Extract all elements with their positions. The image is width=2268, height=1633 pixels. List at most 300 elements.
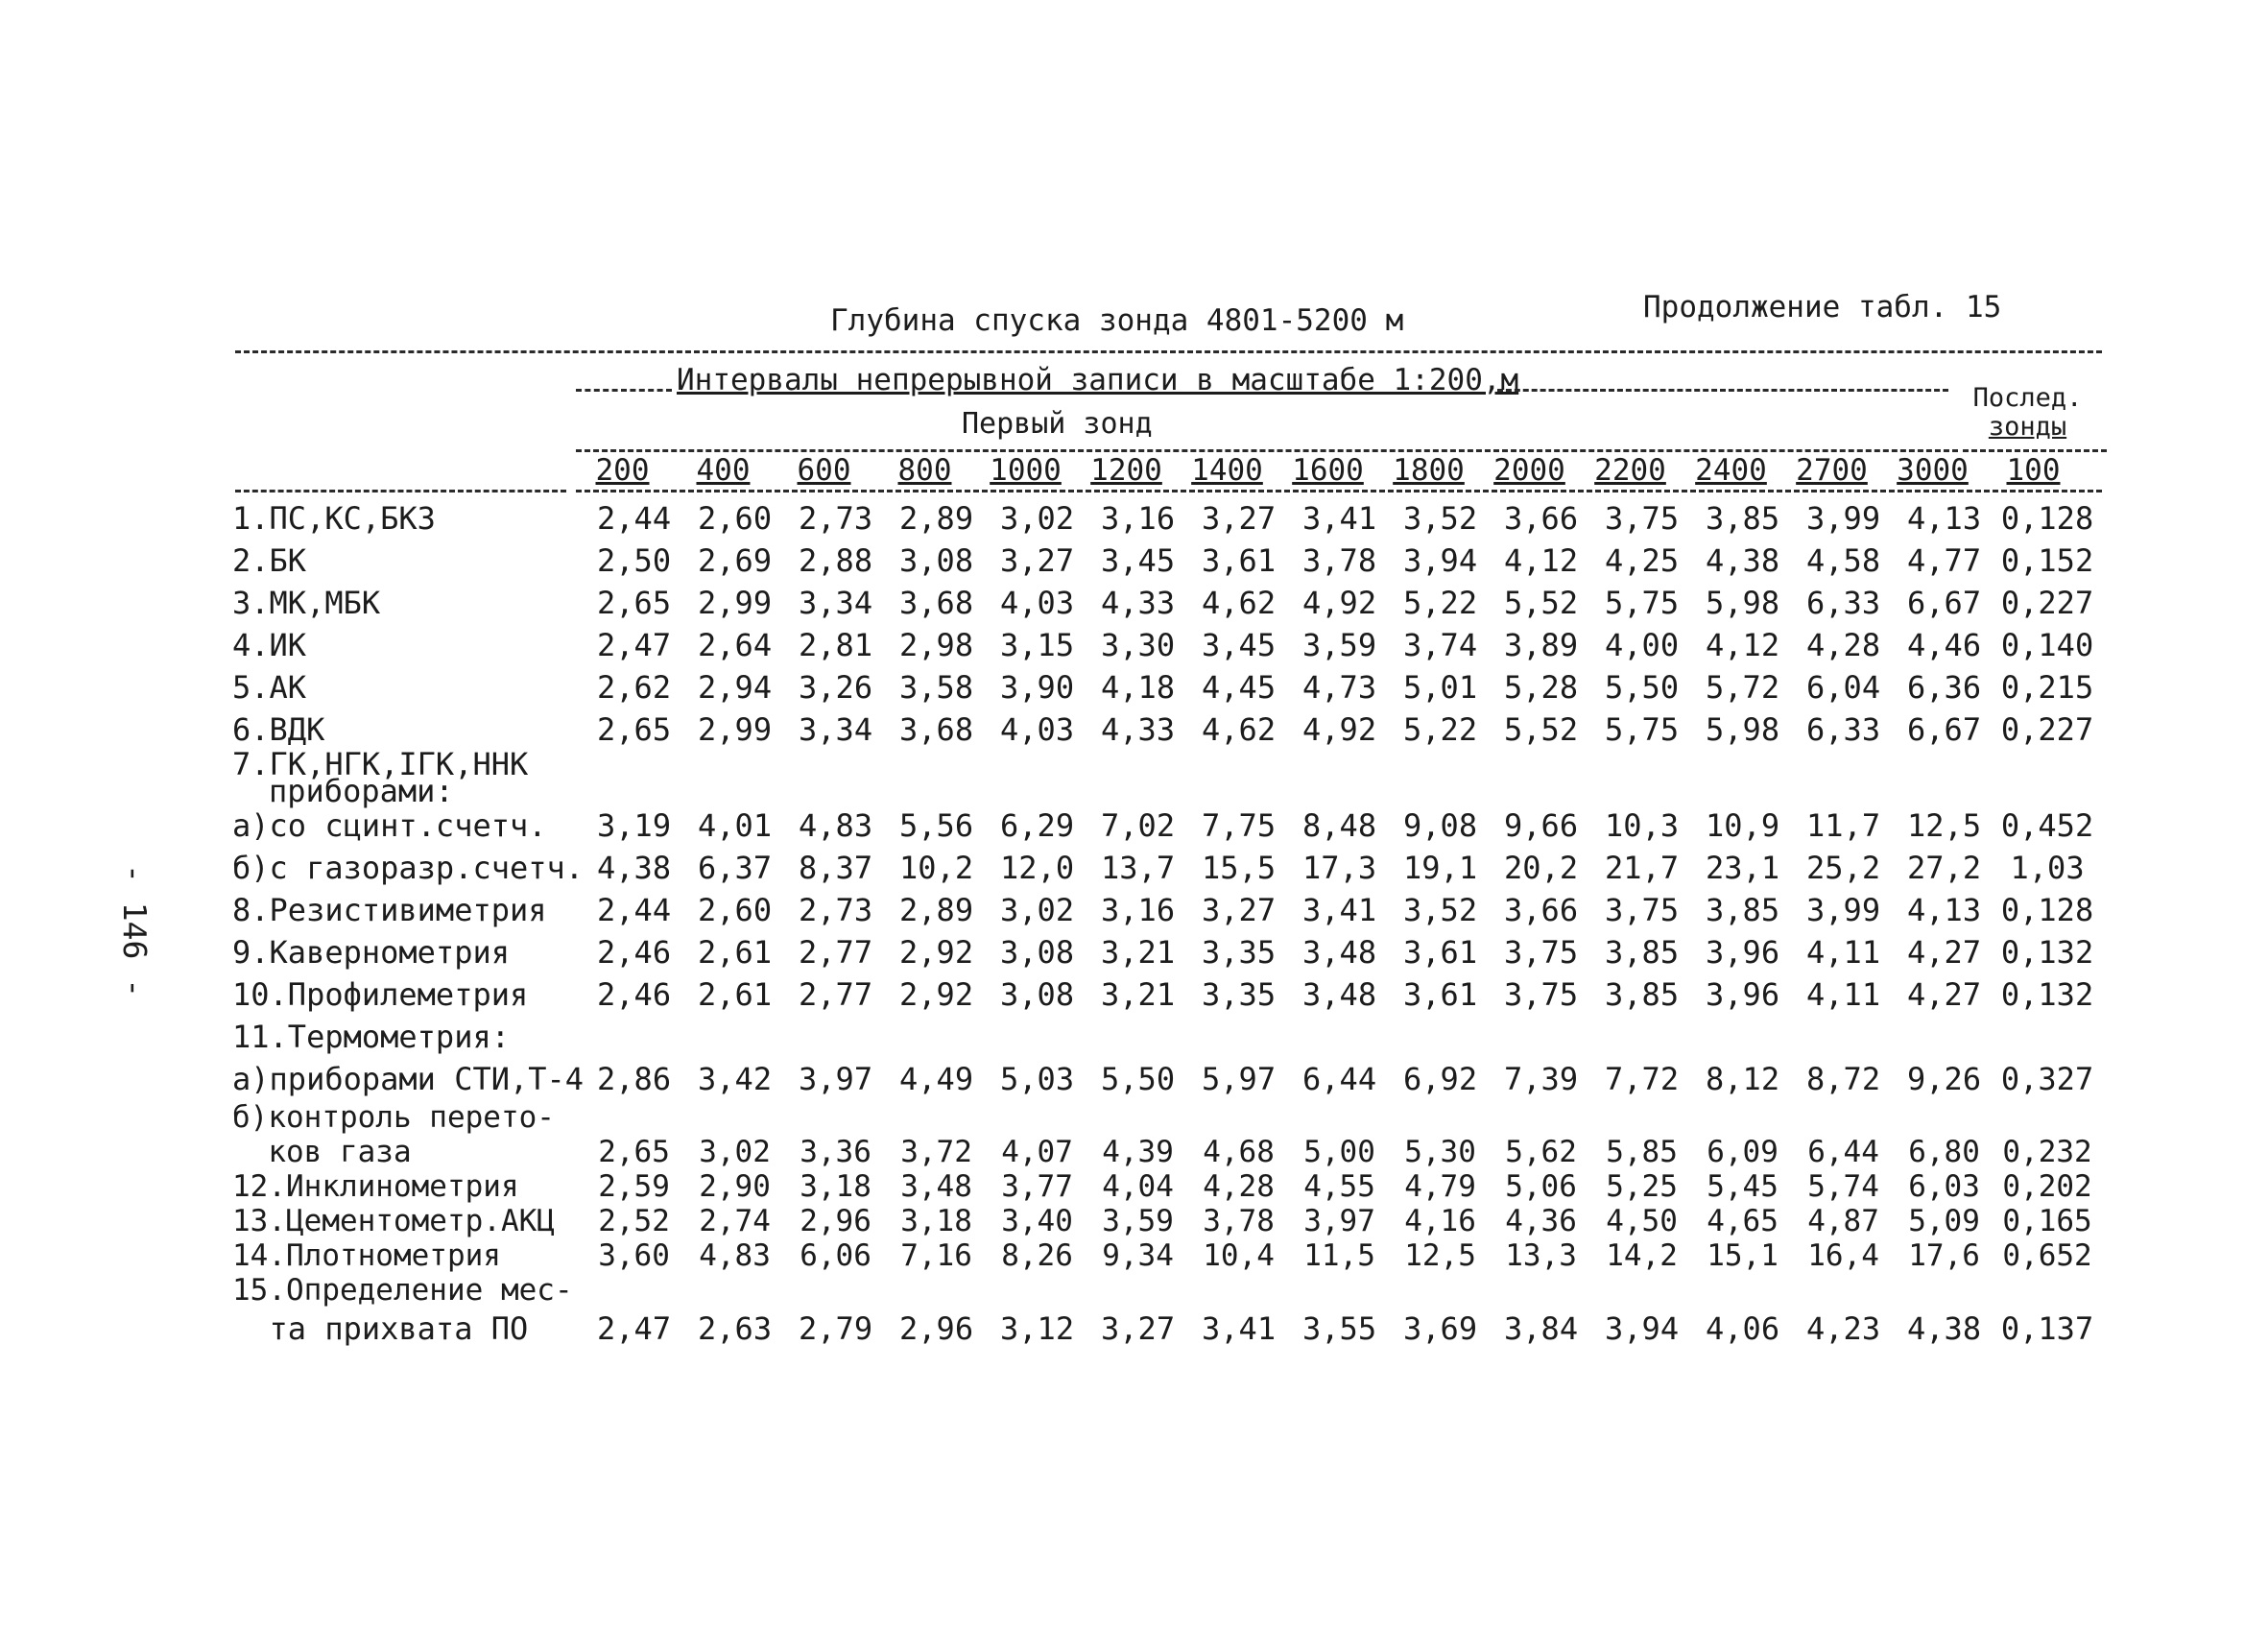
row-label bbox=[230, 746, 584, 809]
table-cell: 8,26 bbox=[1001, 1238, 1073, 1273]
column-header: 2000 bbox=[1493, 453, 1565, 488]
table-cell: 2,44 bbox=[597, 892, 672, 928]
table-cell: 2,52 bbox=[598, 1204, 670, 1238]
row-label-text: б)с газоразр.счетч. bbox=[232, 850, 585, 886]
table-cell: 3,30 bbox=[1101, 627, 1176, 663]
table-cell: 7,72 bbox=[1605, 1061, 1680, 1097]
table-cell: 2,60 bbox=[698, 500, 773, 537]
table-cell: 3,48 bbox=[1302, 934, 1377, 971]
table-cell: 0,452 bbox=[2000, 807, 2094, 844]
row-label-text: а)со сцинт.счетч. bbox=[232, 807, 547, 844]
group-rule-left bbox=[576, 389, 672, 392]
table-row bbox=[230, 931, 2100, 973]
table-cell bbox=[584, 1016, 684, 1058]
table-cell: 2,69 bbox=[698, 542, 773, 579]
table-cell bbox=[1390, 1016, 1491, 1058]
table-cell: 6,36 bbox=[1907, 669, 1982, 706]
row-label bbox=[230, 582, 584, 624]
table-cell bbox=[584, 1100, 684, 1135]
row-label bbox=[230, 624, 584, 666]
table-cell: 17,3 bbox=[1302, 850, 1377, 886]
table-cell bbox=[1188, 1100, 1289, 1135]
table-cell: 3,21 bbox=[1101, 976, 1176, 1013]
table-cell bbox=[684, 751, 785, 804]
table-cell: 2,65 bbox=[597, 585, 672, 621]
table-cell: 4,49 bbox=[899, 1061, 974, 1097]
table-cell: 4,33 bbox=[1101, 711, 1176, 748]
table-cell: 5,06 bbox=[1505, 1169, 1577, 1204]
table-cell: 3,35 bbox=[1202, 976, 1277, 1013]
table-row bbox=[230, 1016, 2100, 1058]
table-cell: 0,152 bbox=[2000, 542, 2094, 579]
table-cell bbox=[1390, 751, 1491, 804]
table-cell: 2,60 bbox=[698, 892, 773, 928]
table-cell bbox=[1591, 1100, 1692, 1135]
table-cell: 4,06 bbox=[1706, 1310, 1780, 1347]
table-cell: 1,03 bbox=[2010, 850, 2085, 886]
table-cell: 4,03 bbox=[1000, 585, 1075, 621]
row-label-text: 11.Термометрия: bbox=[232, 1019, 510, 1055]
table-cell: 4,27 bbox=[1907, 934, 1982, 971]
table-cell: 6,06 bbox=[800, 1238, 871, 1273]
table-row bbox=[230, 1135, 2100, 1169]
table-cell: 9,26 bbox=[1907, 1061, 1982, 1097]
table-cell: 13,3 bbox=[1505, 1238, 1577, 1273]
table-cell: 5,01 bbox=[1403, 669, 1478, 706]
table-cell: 6,44 bbox=[1807, 1135, 1879, 1169]
table-cell: 3,27 bbox=[1202, 500, 1277, 537]
table-cell: 10,4 bbox=[1203, 1238, 1275, 1273]
table-cell: 3,02 bbox=[699, 1135, 771, 1169]
table-cell bbox=[1894, 751, 1994, 804]
table-cell: 2,90 bbox=[699, 1169, 771, 1204]
table-cell: 2,96 bbox=[899, 1310, 974, 1347]
table-cell: 0,132 bbox=[2000, 976, 2094, 1013]
table-cell bbox=[1591, 1016, 1692, 1058]
table-cell: 3,61 bbox=[1403, 934, 1478, 971]
table-cell: 4,36 bbox=[1505, 1204, 1577, 1238]
table-cell: 5,22 bbox=[1403, 585, 1478, 621]
table-cell: 4,28 bbox=[1203, 1169, 1275, 1204]
table-cell bbox=[1087, 1100, 1188, 1135]
table-cell: 3,96 bbox=[1706, 976, 1780, 1013]
row-label-text: 4.ИК bbox=[232, 627, 307, 663]
table-cell bbox=[1390, 1273, 1491, 1308]
table-cell: 4,87 bbox=[1807, 1204, 1879, 1238]
row-label-text: 1.ПС,КС,БКЗ bbox=[232, 500, 436, 537]
column-header: 3000 bbox=[1897, 453, 1969, 488]
table-cell: 3,97 bbox=[1303, 1204, 1375, 1238]
table-cell bbox=[1289, 1100, 1390, 1135]
table-cell: 4,28 bbox=[1806, 627, 1881, 663]
table-cell: 6,67 bbox=[1907, 585, 1982, 621]
column-header: 100 bbox=[2006, 453, 2061, 488]
table-cell: 3,68 bbox=[899, 711, 974, 748]
table-cell: 3,02 bbox=[1000, 892, 1075, 928]
table-cell: 2,50 bbox=[597, 542, 672, 579]
row-label-text: та прихвата ПО bbox=[232, 1310, 529, 1347]
row-label bbox=[230, 1135, 584, 1169]
table-cell: 3,85 bbox=[1706, 892, 1780, 928]
table-cell: 23,1 bbox=[1706, 850, 1780, 886]
table-cell: 4,03 bbox=[1000, 711, 1075, 748]
table-cell: 4,01 bbox=[698, 807, 773, 844]
table-row bbox=[230, 889, 2100, 931]
table-cell: 4,25 bbox=[1605, 542, 1680, 579]
table-cell: 4,83 bbox=[699, 1238, 771, 1273]
table-cell: 4,13 bbox=[1907, 500, 1982, 537]
table-cell bbox=[1692, 1100, 1793, 1135]
table-cell: 4,07 bbox=[1001, 1135, 1073, 1169]
table-cell: 2,61 bbox=[698, 976, 773, 1013]
table-cell: 4,68 bbox=[1203, 1135, 1275, 1169]
table-cell: 3,90 bbox=[1000, 669, 1075, 706]
table-cell: 6,37 bbox=[698, 850, 773, 886]
table-cell: 5,98 bbox=[1706, 711, 1780, 748]
table-cell: 3,16 bbox=[1101, 500, 1176, 537]
page-number: - 146 - bbox=[116, 864, 154, 998]
table-cell: 3,89 bbox=[1504, 627, 1579, 663]
table-cell: 5,85 bbox=[1606, 1135, 1678, 1169]
row-label-text: 6.ВДК bbox=[232, 711, 325, 748]
row-label bbox=[230, 973, 584, 1016]
top-rule bbox=[235, 350, 2102, 353]
table-cell bbox=[1894, 1016, 1994, 1058]
table-cell: 2,46 bbox=[597, 976, 672, 1013]
table-cell: 3,08 bbox=[899, 542, 974, 579]
row-label-text: 10.Профилеметрия bbox=[232, 976, 529, 1013]
table-cell bbox=[785, 1100, 886, 1135]
table-row bbox=[230, 1169, 2100, 1204]
table-cell: 5,75 bbox=[1605, 711, 1680, 748]
table-row bbox=[230, 1273, 2100, 1308]
column-header: 1200 bbox=[1090, 453, 1162, 488]
table-cell: 2,89 bbox=[899, 892, 974, 928]
table-cell: 4,65 bbox=[1707, 1204, 1779, 1238]
table-cell: 5,28 bbox=[1504, 669, 1579, 706]
table-cell: 3,94 bbox=[1403, 542, 1478, 579]
table-cell: 3,15 bbox=[1000, 627, 1075, 663]
table-cell: 5,98 bbox=[1706, 585, 1780, 621]
table-cell: 10,3 bbox=[1605, 807, 1680, 844]
table-cell: 2,77 bbox=[799, 976, 873, 1013]
table-cell: 0,140 bbox=[2000, 627, 2094, 663]
table-cell: 2,47 bbox=[597, 1310, 672, 1347]
table-cell bbox=[1491, 1273, 1591, 1308]
row-label-text: 2.БК bbox=[232, 542, 307, 579]
table-cell: 3,16 bbox=[1101, 892, 1176, 928]
table-cell: 4,38 bbox=[597, 850, 672, 886]
table-cell bbox=[1994, 1016, 2100, 1058]
table-cell bbox=[1491, 751, 1591, 804]
table-cell: 6,09 bbox=[1707, 1135, 1779, 1169]
table-cell: 15,1 bbox=[1707, 1238, 1779, 1273]
row-label bbox=[230, 1204, 584, 1238]
table-cell: 4,16 bbox=[1404, 1204, 1476, 1238]
row-label-text: 15.Определение мес- bbox=[232, 1273, 573, 1308]
table-cell: 2,77 bbox=[799, 934, 873, 971]
table-cell: 0,137 bbox=[2000, 1310, 2094, 1347]
table-cell: 2,73 bbox=[799, 500, 873, 537]
table-cell bbox=[886, 751, 987, 804]
table-cell: 4,13 bbox=[1907, 892, 1982, 928]
table-cell: 3,08 bbox=[1000, 976, 1075, 1013]
table-cell: 4,92 bbox=[1302, 585, 1377, 621]
table-cell: 3,58 bbox=[899, 669, 974, 706]
table-cell: 0,327 bbox=[2000, 1061, 2094, 1097]
table-cell: 8,72 bbox=[1806, 1061, 1881, 1097]
last-column-header-line2: зонды bbox=[1988, 412, 2067, 442]
table-cell: 3,85 bbox=[1605, 934, 1680, 971]
table-cell: 4,04 bbox=[1102, 1169, 1174, 1204]
table-cell: 3,68 bbox=[899, 585, 974, 621]
table-cell: 3,61 bbox=[1403, 976, 1478, 1013]
table-cell: 0,215 bbox=[2000, 669, 2094, 706]
table-row bbox=[230, 804, 2100, 847]
row-label-text-cont: приборами: bbox=[269, 773, 454, 809]
table-cell: 4,50 bbox=[1606, 1204, 1678, 1238]
table-cell bbox=[1087, 1016, 1188, 1058]
table-cell: 2,74 bbox=[699, 1204, 771, 1238]
row-label-text: ков газа bbox=[232, 1135, 412, 1169]
table-cell: 3,78 bbox=[1302, 542, 1377, 579]
table-cell: 10,9 bbox=[1706, 807, 1780, 844]
table-cell: 3,34 bbox=[799, 711, 873, 748]
row-label-text: 8.Резистивиметрия bbox=[232, 892, 547, 928]
last-column-header bbox=[1963, 384, 2092, 442]
table-cell: 27,2 bbox=[1907, 850, 1982, 886]
row-label bbox=[230, 804, 584, 847]
table-cell: 16,4 bbox=[1807, 1238, 1879, 1273]
table-cell: 4,23 bbox=[1806, 1310, 1881, 1347]
table-cell: 21,7 bbox=[1605, 850, 1680, 886]
table-cell: 5,25 bbox=[1606, 1169, 1678, 1204]
row-label-text: 9.Кавернометрия bbox=[232, 934, 510, 971]
table-cell: 3,02 bbox=[1000, 500, 1075, 537]
table-cell: 4,18 bbox=[1101, 669, 1176, 706]
table-cell: 3,77 bbox=[1001, 1169, 1073, 1204]
table-cell: 6,33 bbox=[1806, 711, 1881, 748]
table-cell: 6,33 bbox=[1806, 585, 1881, 621]
table-cell bbox=[1591, 1273, 1692, 1308]
table-cell: 12,5 bbox=[1404, 1238, 1476, 1273]
table-cell: 8,12 bbox=[1706, 1061, 1780, 1097]
table-cell: 5,50 bbox=[1605, 669, 1680, 706]
table-cell: 4,12 bbox=[1706, 627, 1780, 663]
table-cell bbox=[584, 1273, 684, 1308]
row-label bbox=[230, 847, 584, 889]
table-cell: 11,5 bbox=[1303, 1238, 1375, 1273]
table-cell: 3,59 bbox=[1102, 1204, 1174, 1238]
table-row bbox=[230, 1308, 2100, 1350]
table-cell: 7,75 bbox=[1202, 807, 1277, 844]
table-cell: 4,62 bbox=[1202, 585, 1277, 621]
row-label bbox=[230, 1058, 584, 1100]
row-label bbox=[230, 708, 584, 751]
table-row bbox=[230, 540, 2100, 582]
table-cell bbox=[785, 751, 886, 804]
table-cell: 5,97 bbox=[1202, 1061, 1277, 1097]
table-cell bbox=[1894, 1100, 1994, 1135]
table-cell bbox=[886, 1016, 987, 1058]
table-cell: 25,2 bbox=[1806, 850, 1881, 886]
table-cell: 3,27 bbox=[1000, 542, 1075, 579]
table-cell: 3,18 bbox=[800, 1169, 871, 1204]
table-cell bbox=[1087, 751, 1188, 804]
row-label-text: 7.ГК,НГК,ІГК,ННК bbox=[232, 746, 529, 782]
table-cell: 2,62 bbox=[597, 669, 672, 706]
table-cell: 3,45 bbox=[1202, 627, 1277, 663]
table-cell: 3,18 bbox=[900, 1204, 972, 1238]
table-cell: 9,08 bbox=[1403, 807, 1478, 844]
table-cell bbox=[785, 1016, 886, 1058]
table-cell: 6,67 bbox=[1907, 711, 1982, 748]
table-cell: 2,99 bbox=[698, 585, 773, 621]
table-cell: 3,40 bbox=[1001, 1204, 1073, 1238]
table-cell: 12,5 bbox=[1907, 807, 1982, 844]
table-cell: 2,99 bbox=[698, 711, 773, 748]
table-cell bbox=[1591, 751, 1692, 804]
table-cell: 5,62 bbox=[1505, 1135, 1577, 1169]
table-cell: 7,16 bbox=[900, 1238, 972, 1273]
table-cell: 2,44 bbox=[597, 500, 672, 537]
table-row bbox=[230, 582, 2100, 624]
subgroup-header: Первый зонд bbox=[962, 407, 1153, 441]
table-cell: 13,7 bbox=[1101, 850, 1176, 886]
table-cell: 5,09 bbox=[1908, 1204, 1980, 1238]
table-row bbox=[230, 847, 2100, 889]
table-cell: 6,92 bbox=[1403, 1061, 1478, 1097]
column-header: 1800 bbox=[1393, 453, 1465, 488]
table-cell: 2,59 bbox=[598, 1169, 670, 1204]
table-cell: 2,81 bbox=[799, 627, 873, 663]
table-row bbox=[230, 1204, 2100, 1238]
lastcol-rule bbox=[1963, 449, 2107, 452]
table-cell: 4,83 bbox=[799, 807, 873, 844]
table-cell: 2,88 bbox=[799, 542, 873, 579]
table-cell: 4,11 bbox=[1806, 976, 1881, 1013]
table-cell: 5,56 bbox=[899, 807, 974, 844]
row-label bbox=[230, 931, 584, 973]
table-cell: 3,61 bbox=[1202, 542, 1277, 579]
table-cell: 3,19 bbox=[597, 807, 672, 844]
table-cell bbox=[987, 751, 1087, 804]
table-cell: 3,55 bbox=[1302, 1310, 1377, 1347]
table-cell: 20,2 bbox=[1504, 850, 1579, 886]
table-cell: 4,00 bbox=[1605, 627, 1680, 663]
table-cell: 5,50 bbox=[1101, 1061, 1176, 1097]
table-cell: 2,47 bbox=[597, 627, 672, 663]
table-cell: 3,75 bbox=[1504, 976, 1579, 1013]
table-cell: 3,41 bbox=[1302, 892, 1377, 928]
table-cell: 2,86 bbox=[597, 1061, 672, 1097]
column-header: 1000 bbox=[990, 453, 1062, 488]
table-cell bbox=[886, 1273, 987, 1308]
table-cell: 5,00 bbox=[1303, 1135, 1375, 1169]
table-cell: 4,55 bbox=[1303, 1169, 1375, 1204]
table-cell: 3,41 bbox=[1202, 1310, 1277, 1347]
table-cell: 3,66 bbox=[1504, 892, 1579, 928]
table-cell: 8,37 bbox=[799, 850, 873, 886]
column-header: 400 bbox=[696, 453, 751, 488]
header-bottom-rule-right bbox=[576, 490, 2102, 492]
table-cell: 5,72 bbox=[1706, 669, 1780, 706]
table-cell bbox=[1793, 1100, 1894, 1135]
table-cell: 2,65 bbox=[598, 1135, 670, 1169]
column-header: 200 bbox=[595, 453, 650, 488]
table-cell: 0,202 bbox=[2002, 1169, 2092, 1204]
table-cell: 8,48 bbox=[1302, 807, 1377, 844]
row-label-text: б)контроль перето- bbox=[232, 1100, 555, 1135]
row-label bbox=[230, 1100, 584, 1135]
table-cell: 9,66 bbox=[1504, 807, 1579, 844]
table-cell: 5,52 bbox=[1504, 711, 1579, 748]
table-cell: 3,75 bbox=[1605, 500, 1680, 537]
table-cell: 3,74 bbox=[1403, 627, 1478, 663]
table-cell: 2,89 bbox=[899, 500, 974, 537]
table-cell: 3,45 bbox=[1101, 542, 1176, 579]
table-cell: 4,77 bbox=[1907, 542, 1982, 579]
group-header: Интервалы непрерывной записи в масштабе 1:200,м bbox=[677, 363, 1519, 397]
table-cell: 3,85 bbox=[1706, 500, 1780, 537]
table-row bbox=[230, 1238, 2100, 1273]
table-row bbox=[230, 1100, 2100, 1135]
table-cell bbox=[1994, 751, 2100, 804]
table-cell bbox=[785, 1273, 886, 1308]
column-header: 2200 bbox=[1594, 453, 1666, 488]
table-cell: 3,78 bbox=[1203, 1204, 1275, 1238]
table-cell: 4,92 bbox=[1302, 711, 1377, 748]
column-header: 600 bbox=[797, 453, 851, 488]
table-cell: 4,73 bbox=[1302, 669, 1377, 706]
table-row bbox=[230, 666, 2100, 708]
table-cell: 5,52 bbox=[1504, 585, 1579, 621]
table-cell bbox=[1994, 1273, 2100, 1308]
row-label bbox=[230, 1169, 584, 1204]
table-cell: 4,79 bbox=[1404, 1169, 1476, 1204]
table-cell: 3,34 bbox=[799, 585, 873, 621]
table-cell bbox=[987, 1273, 1087, 1308]
table-cell bbox=[684, 1273, 785, 1308]
table-cell bbox=[1289, 1016, 1390, 1058]
table-cell: 5,45 bbox=[1707, 1169, 1779, 1204]
table-cell: 10,2 bbox=[899, 850, 974, 886]
table-cell bbox=[1692, 751, 1793, 804]
table-cell bbox=[987, 1100, 1087, 1135]
table-cell bbox=[1188, 1016, 1289, 1058]
table-cell: 14,2 bbox=[1606, 1238, 1678, 1273]
table-cell: 6,80 bbox=[1908, 1135, 1980, 1169]
table-cell: 5,75 bbox=[1605, 585, 1680, 621]
table-cell: 11,7 bbox=[1806, 807, 1881, 844]
table-cell: 2,46 bbox=[597, 934, 672, 971]
table-cell: 3,96 bbox=[1706, 934, 1780, 971]
table-cell bbox=[584, 751, 684, 804]
table-cell: 19,1 bbox=[1403, 850, 1478, 886]
table-cell: 4,38 bbox=[1706, 542, 1780, 579]
row-label-text: 3.МК,МБК bbox=[232, 585, 381, 621]
table-cell: 4,12 bbox=[1504, 542, 1579, 579]
header-bottom-rule-left bbox=[235, 490, 566, 492]
table-cell bbox=[987, 1016, 1087, 1058]
table-cell bbox=[1289, 1273, 1390, 1308]
table-row bbox=[230, 497, 2100, 540]
table-cell bbox=[684, 1016, 785, 1058]
table-cell: 3,99 bbox=[1806, 892, 1881, 928]
table-cell: 3,26 bbox=[799, 669, 873, 706]
table-cell: 3,85 bbox=[1605, 976, 1680, 1013]
table-cell bbox=[1793, 751, 1894, 804]
